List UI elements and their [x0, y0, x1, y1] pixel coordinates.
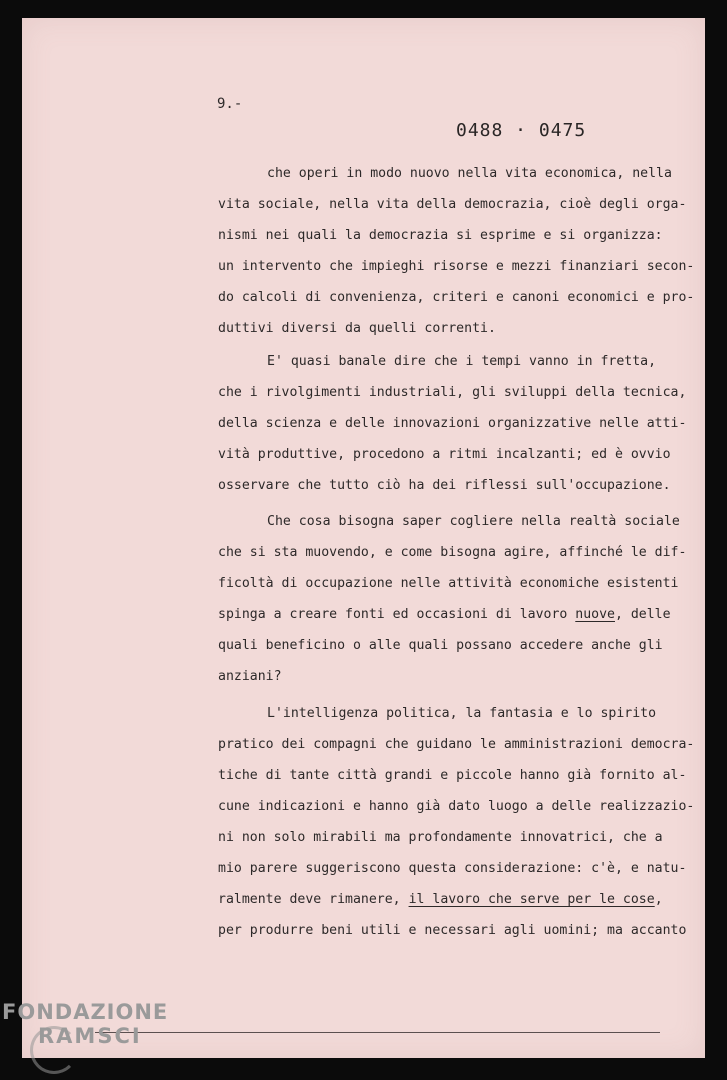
- text-line: tiche di tante città grandi e piccole hanno già fornito al-: [218, 768, 687, 783]
- text-line: vita sociale, nella vita della democrazia, cioè degli orga-: [218, 197, 687, 212]
- text-segment: ralmente deve rimanere,: [218, 892, 409, 907]
- text-line: do calcoli di convenienza, criteri e canoni economici e pro-: [218, 290, 695, 305]
- text-line: ni non solo mirabili ma profondamente innovatrici, che a: [218, 830, 663, 845]
- text-line: duttivi diversi da quelli correnti.: [218, 321, 496, 336]
- underlined-text: nuove: [575, 607, 615, 622]
- text-line: quali beneficino o alle quali possano accedere anche gli: [218, 638, 663, 653]
- text-line-with-underline: [218, 599, 671, 630]
- text-line: anziani?: [218, 669, 282, 684]
- text-line: L'intelligenza politica, la fantasia e lo spirito: [267, 706, 657, 721]
- archive-code: 0488 · 0475: [456, 120, 587, 141]
- text-segment: spinga a creare fonti ed occasioni di lavoro: [218, 607, 576, 622]
- watermark-line-1: FONDAZIONE: [2, 1000, 169, 1024]
- page-number: 9.-: [217, 96, 243, 112]
- document-page: [22, 18, 705, 1058]
- text-line: per produrre beni utili e necessari agli uomini; ma accanto: [218, 923, 687, 938]
- text-line: cune indicazioni e hanno già dato luogo a delle realizzazio-: [218, 799, 695, 814]
- paragraph-2: [218, 346, 687, 501]
- text-segment: , delle: [614, 607, 671, 622]
- text-line: che si sta muovendo, e come bisogna agire, affinché le dif-: [218, 545, 687, 560]
- text-line-with-underline: [218, 884, 663, 915]
- text-line: osservare che tutto ciò ha dei riflessi sull'occupazione.: [218, 478, 671, 493]
- text-line: della scienza e delle innovazioni organizzative nelle atti-: [218, 416, 687, 431]
- text-line: nismi nei quali la democrazia si esprime e si organizza:: [218, 228, 663, 243]
- page-edge-rule: [95, 1032, 660, 1033]
- text-line: vità produttive, procedono a ritmi incalzanti; ed è ovvio: [218, 447, 671, 462]
- text-line: ficoltà di occupazione nelle attività economiche esistenti: [218, 576, 679, 591]
- text-line: E' quasi banale dire che i tempi vanno in fretta,: [267, 354, 657, 369]
- text-segment: ,: [654, 892, 663, 907]
- text-line: Che cosa bisogna saper cogliere nella realtà sociale: [267, 514, 680, 529]
- text-line: un intervento che impieghi risorse e mezzi finanziari secon-: [218, 259, 695, 274]
- text-line: che i rivolgimenti industriali, gli sviluppi della tecnica,: [218, 385, 687, 400]
- paragraph-4: [218, 698, 695, 946]
- text-line: che operi in modo nuovo nella vita economica, nella: [267, 166, 672, 181]
- underlined-text: il lavoro che serve per le cose: [408, 892, 655, 907]
- paragraph-3: [218, 506, 687, 692]
- text-line: mio parere suggeriscono questa considerazione: c'è, e natu-: [218, 861, 687, 876]
- text-line: pratico dei compagni che guidano le amministrazioni democra-: [218, 737, 695, 752]
- watermark-line-2: RAMSCI: [38, 1024, 142, 1048]
- watermark-logo: [2, 1000, 168, 1048]
- paragraph-1: [218, 158, 695, 344]
